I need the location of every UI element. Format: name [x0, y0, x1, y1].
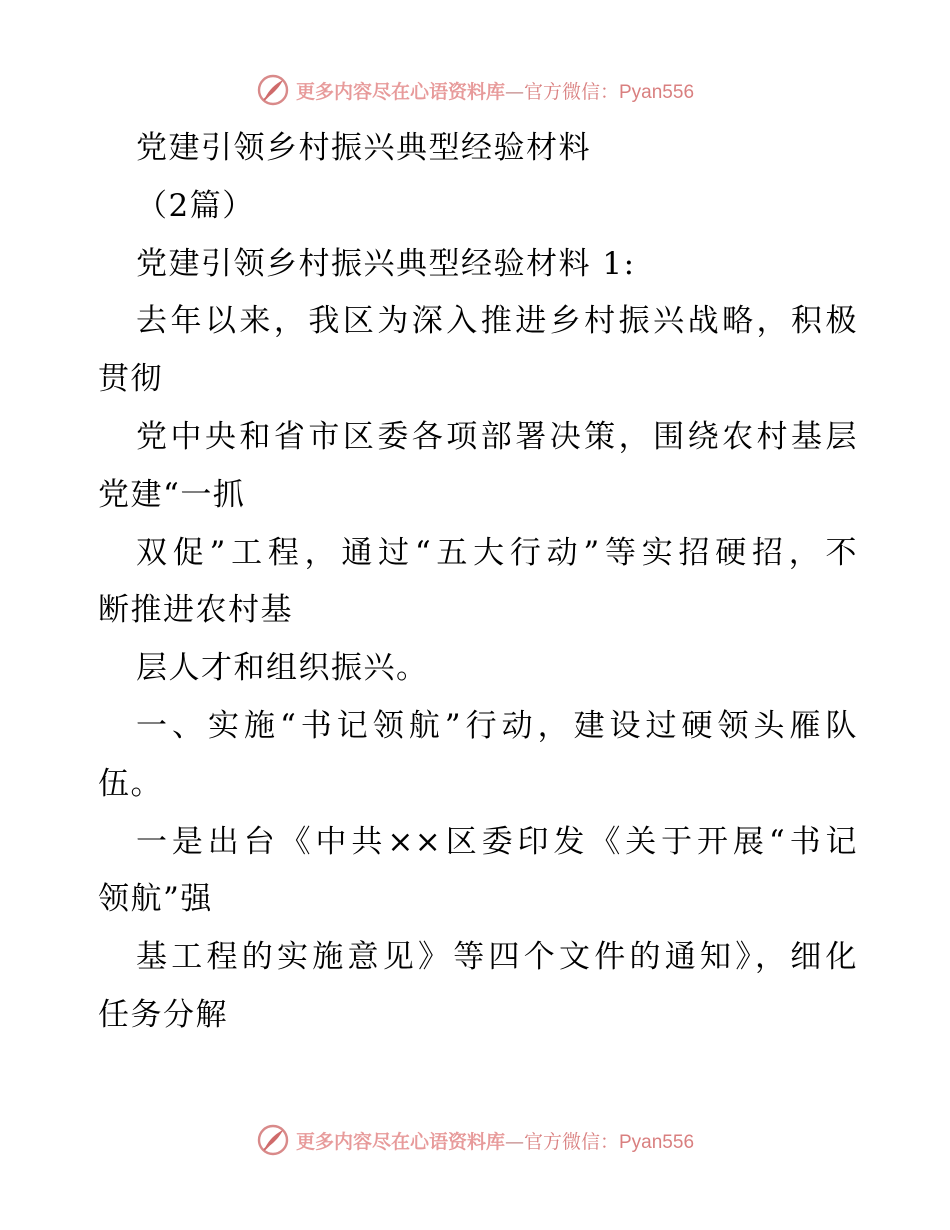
document-body: [98, 120, 858, 1045]
watermark-contact-text: 官方微信：Pyan556: [524, 1131, 695, 1153]
paragraph-line: 伍。: [98, 765, 163, 802]
paragraph-line: 双促”工程，通过“五大行动”等实招硬招，不: [136, 534, 858, 571]
paragraph-line: 领航”强: [98, 881, 213, 918]
paragraph-line: 断推进农村基: [98, 592, 293, 629]
section-heading: 党建引领乡村振兴典型经验材料 1:: [136, 245, 636, 282]
quill-logo-icon: [256, 1123, 290, 1157]
watermark-header: [0, 70, 950, 110]
document-subtitle: （2篇）: [136, 187, 255, 224]
paragraph-line: 贯彻: [98, 361, 163, 398]
paragraph-line: 基工程的实施意见》等四个文件的通知》，细化: [136, 939, 858, 976]
watermark-dash: —: [505, 80, 524, 103]
paragraph-line: 一、实施“书记领航”行动，建设过硬领头雁队: [136, 707, 858, 744]
watermark-text: [296, 77, 694, 104]
watermark-footer: [0, 1120, 950, 1160]
paragraph-line: 党中央和省市区委各项部署决策，围绕农村基层: [136, 418, 858, 455]
watermark-text: [296, 1127, 694, 1154]
watermark-site-text: 更多内容尽在心语资料库: [295, 80, 505, 103]
paragraph-line: 层人才和组织振兴。: [136, 650, 429, 687]
paragraph-line: 去年以来，我区为深入推进乡村振兴战略，积极: [136, 303, 858, 340]
paragraph-line: 任务分解: [98, 996, 228, 1033]
quill-logo-icon: [256, 73, 290, 107]
paragraph-line: 一是出台《中共××区委印发《关于开展“书记: [136, 823, 858, 860]
watermark-contact-text: 官方微信：Pyan556: [524, 81, 695, 103]
watermark-dash: —: [505, 1130, 524, 1153]
watermark-site-text: 更多内容尽在心语资料库: [295, 1130, 505, 1153]
document-title: 党建引领乡村振兴典型经验材料: [136, 130, 591, 166]
paragraph-line: 党建“一抓: [98, 476, 246, 513]
